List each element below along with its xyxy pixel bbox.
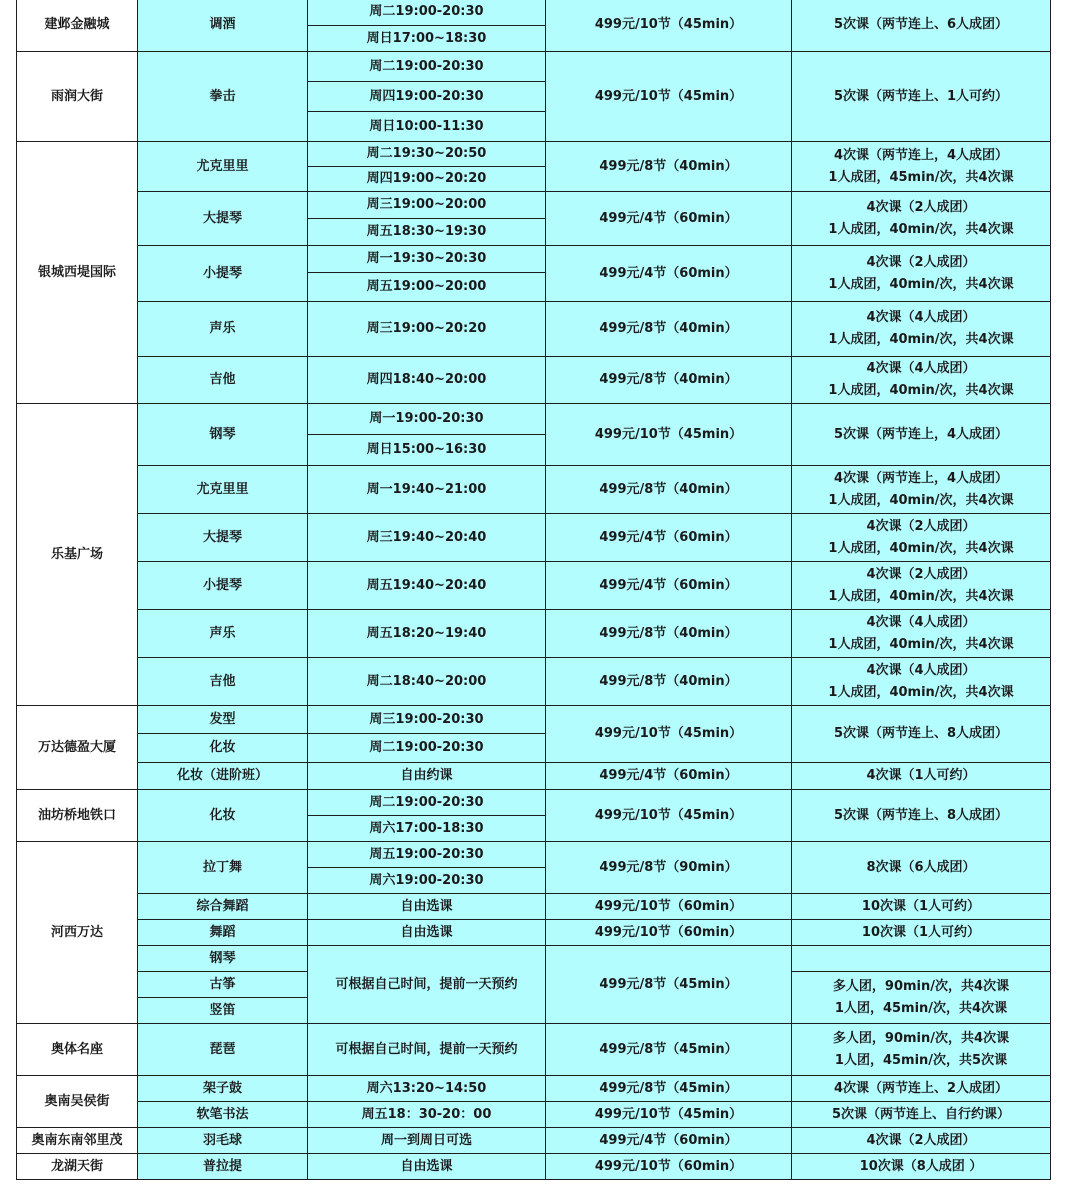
course-cell: 大提琴 xyxy=(138,192,308,246)
price-cell: 499元/8节（90min） xyxy=(546,842,792,894)
course-cell: 声乐 xyxy=(138,610,308,658)
time-cell: 可根据自己时间，提前一天预约 xyxy=(308,946,546,1024)
note-cell: 4次课（1人可约） xyxy=(792,763,1051,790)
time-cell: 周一19:30~20:30 xyxy=(308,246,546,273)
note-cell: 5次课（两节连上、8人成团） xyxy=(792,706,1051,763)
note-cell: 4次课（2人成团） 1人成团，40min/次，共4次课 xyxy=(792,246,1051,302)
note-cell: 5次课（两节连上，4人成团） xyxy=(792,404,1051,466)
course-schedule-table xyxy=(16,0,1051,1180)
note-cell: 4次课（2人成团） 1人成团，40min/次，共4次课 xyxy=(792,192,1051,246)
price-cell: 499元/8节（40min） xyxy=(546,142,792,192)
note-cell: 5次课（两节连上、6人成团） xyxy=(792,0,1051,52)
time-cell: 自由约课 xyxy=(308,763,546,790)
table-row xyxy=(17,562,1051,610)
price-cell: 499元/10节（45min） xyxy=(546,52,792,142)
location-cell: 乐基广场 xyxy=(17,404,138,706)
course-cell: 普拉提 xyxy=(138,1154,308,1180)
time-cell: 周二19:00-20:30 xyxy=(308,734,546,763)
time-cell: 自由选课 xyxy=(308,1154,546,1180)
location-cell: 建邺金融城 xyxy=(17,0,138,52)
price-cell: 499元/10节（45min） xyxy=(546,706,792,763)
note-cell: 4次课（2人成团） 1人成团，40min/次，共4次课 xyxy=(792,562,1051,610)
note-cell-empty xyxy=(792,946,1051,972)
time-cell: 周四18:40~20:00 xyxy=(308,357,546,404)
table-row xyxy=(17,790,1051,816)
price-cell: 499元/10节（45min） xyxy=(546,0,792,52)
note-cell: 10次课（8人成团 ） xyxy=(792,1154,1051,1180)
location-cell: 龙湖天街 xyxy=(17,1154,138,1180)
price-cell: 499元/10节（60min） xyxy=(546,894,792,920)
course-cell: 尤克里里 xyxy=(138,142,308,192)
price-cell: 499元/10节（45min） xyxy=(546,790,792,842)
note-cell: 4次课（2人成团） 1人成团，40min/次，共4次课 xyxy=(792,514,1051,562)
location-cell: 奥南吴侯街 xyxy=(17,1076,138,1128)
price-cell: 499元/10节（60min） xyxy=(546,920,792,946)
time-cell: 周五19:00~20:00 xyxy=(308,273,546,302)
price-cell: 499元/10节（45min） xyxy=(546,404,792,466)
note-cell: 4次课（4人成团） 1人成团，40min/次，共4次课 xyxy=(792,658,1051,706)
table-row xyxy=(17,763,1051,790)
price-cell: 499元/8节（40min） xyxy=(546,658,792,706)
time-cell: 周五18:20~19:40 xyxy=(308,610,546,658)
time-cell: 周四19:00~20:20 xyxy=(308,167,546,192)
course-cell: 调酒 xyxy=(138,0,308,52)
time-cell: 周五19:40~20:40 xyxy=(308,562,546,610)
table-row xyxy=(17,706,1051,734)
table-row xyxy=(17,514,1051,562)
course-cell: 小提琴 xyxy=(138,562,308,610)
note-cell: 10次课（1人可约） xyxy=(792,920,1051,946)
table-row xyxy=(17,1024,1051,1076)
time-cell: 周日17:00~18:30 xyxy=(308,26,546,52)
table-row xyxy=(17,52,1051,82)
table-row xyxy=(17,1102,1051,1128)
time-cell: 周一19:00-20:30 xyxy=(308,404,546,435)
price-cell: 499元/4节（60min） xyxy=(546,192,792,246)
course-cell: 钢琴 xyxy=(138,404,308,466)
time-cell: 自由选课 xyxy=(308,894,546,920)
course-cell: 吉他 xyxy=(138,658,308,706)
table-row xyxy=(17,946,1051,972)
time-cell: 周五18：30-20：00 xyxy=(308,1102,546,1128)
note-cell: 4次课（两节连上，4人成团） 1人成团，45min/次，共4次课 xyxy=(792,142,1051,192)
table-row xyxy=(17,357,1051,404)
price-cell: 499元/8节（40min） xyxy=(546,466,792,514)
course-cell: 古筝 xyxy=(138,972,308,998)
time-cell: 可根据自己时间，提前一天预约 xyxy=(308,1024,546,1076)
course-cell: 竖笛 xyxy=(138,998,308,1024)
location-cell: 银城西堤国际 xyxy=(17,142,138,404)
course-cell: 拉丁舞 xyxy=(138,842,308,894)
price-cell: 499元/4节（60min） xyxy=(546,514,792,562)
note-cell: 5次课（两节连上、自行约课） xyxy=(792,1102,1051,1128)
note-cell: 4次课（两节连上、2人成团） xyxy=(792,1076,1051,1102)
time-cell: 周二19:30~20:50 xyxy=(308,142,546,167)
table-row xyxy=(17,246,1051,273)
note-cell: 4次课（4人成团） 1人成团，40min/次，共4次课 xyxy=(792,610,1051,658)
course-cell: 综合舞蹈 xyxy=(138,894,308,920)
table-row xyxy=(17,466,1051,514)
price-cell: 499元/8节（40min） xyxy=(546,302,792,357)
note-cell: 8次课（6人成团） xyxy=(792,842,1051,894)
location-cell: 万达德盈大厦 xyxy=(17,706,138,790)
course-cell: 架子鼓 xyxy=(138,1076,308,1102)
location-cell: 奥南东南邻里茂 xyxy=(17,1128,138,1154)
note-cell: 4次课（4人成团） 1人成团，40min/次，共4次课 xyxy=(792,357,1051,404)
course-cell: 吉他 xyxy=(138,357,308,404)
price-cell: 499元/8节（40min） xyxy=(546,357,792,404)
course-cell: 化妆 xyxy=(138,734,308,763)
note-cell: 4次课（4人成团） 1人成团，40min/次，共4次课 xyxy=(792,302,1051,357)
course-cell: 声乐 xyxy=(138,302,308,357)
time-cell: 周六19:00-20:30 xyxy=(308,868,546,894)
table-row xyxy=(17,610,1051,658)
time-cell: 周三19:40~20:40 xyxy=(308,514,546,562)
table-row xyxy=(17,192,1051,219)
course-cell: 软笔书法 xyxy=(138,1102,308,1128)
time-cell: 周二18:40~20:00 xyxy=(308,658,546,706)
time-cell: 周四19:00-20:30 xyxy=(308,82,546,112)
location-cell: 奥体名座 xyxy=(17,1024,138,1076)
course-cell: 羽毛球 xyxy=(138,1128,308,1154)
price-cell: 499元/8节（45min） xyxy=(546,1076,792,1102)
time-cell: 周六13:20~14:50 xyxy=(308,1076,546,1102)
location-cell: 雨润大街 xyxy=(17,52,138,142)
course-cell: 化妆 xyxy=(138,790,308,842)
time-cell: 周一19:40~21:00 xyxy=(308,466,546,514)
course-cell: 大提琴 xyxy=(138,514,308,562)
price-cell: 499元/4节（60min） xyxy=(546,246,792,302)
table-row xyxy=(17,142,1051,167)
time-cell: 周二19:00-20:30 xyxy=(308,0,546,26)
time-cell: 周二19:00-20:30 xyxy=(308,790,546,816)
table-row xyxy=(17,842,1051,868)
table-row xyxy=(17,1128,1051,1154)
time-cell: 周五18:30~19:30 xyxy=(308,219,546,246)
location-cell: 河西万达 xyxy=(17,842,138,1024)
time-cell: 周三19:00~20:20 xyxy=(308,302,546,357)
price-cell: 499元/10节（60min） xyxy=(546,1154,792,1180)
price-cell: 499元/8节（45min） xyxy=(546,1024,792,1076)
time-cell: 周日10:00-11:30 xyxy=(308,112,546,142)
price-cell: 499元/8节（45min） xyxy=(546,946,792,1024)
price-cell: 499元/4节（60min） xyxy=(546,562,792,610)
price-cell: 499元/4节（60min） xyxy=(546,1128,792,1154)
course-cell: 舞蹈 xyxy=(138,920,308,946)
time-cell: 自由选课 xyxy=(308,920,546,946)
course-cell: 化妆（进阶班） xyxy=(138,763,308,790)
table-row xyxy=(17,894,1051,920)
note-cell: 5次课（两节连上、1人可约） xyxy=(792,52,1051,142)
table-row xyxy=(17,920,1051,946)
time-cell: 周五19:00-20:30 xyxy=(308,842,546,868)
table-row xyxy=(17,302,1051,357)
course-cell: 拳击 xyxy=(138,52,308,142)
course-cell: 琵琶 xyxy=(138,1024,308,1076)
course-cell: 发型 xyxy=(138,706,308,734)
table-row xyxy=(17,1154,1051,1180)
course-cell: 钢琴 xyxy=(138,946,308,972)
time-cell: 周三19:00-20:30 xyxy=(308,706,546,734)
note-cell: 10次课（1人可约） xyxy=(792,894,1051,920)
note-cell: 多人团，90min/次，共4次课 1人团，45min/次，共4次课 xyxy=(792,972,1051,1024)
time-cell: 周二19:00-20:30 xyxy=(308,52,546,82)
time-cell: 周三19:00~20:00 xyxy=(308,192,546,219)
course-cell: 尤克里里 xyxy=(138,466,308,514)
table-row xyxy=(17,1076,1051,1102)
table-row xyxy=(17,658,1051,706)
location-cell: 油坊桥地铁口 xyxy=(17,790,138,842)
note-cell: 5次课（两节连上、8人成团） xyxy=(792,790,1051,842)
note-cell: 4次课（2人成团） xyxy=(792,1128,1051,1154)
price-cell: 499元/8节（40min） xyxy=(546,610,792,658)
price-cell: 499元/10节（45min） xyxy=(546,1102,792,1128)
table-row xyxy=(17,0,1051,26)
price-cell: 499元/4节（60min） xyxy=(546,763,792,790)
note-cell: 多人团，90min/次，共4次课 1人团，45min/次，共5次课 xyxy=(792,1024,1051,1076)
time-cell: 周一到周日可选 xyxy=(308,1128,546,1154)
time-cell: 周日15:00~16:30 xyxy=(308,435,546,466)
course-cell: 小提琴 xyxy=(138,246,308,302)
note-cell: 4次课（两节连上，4人成团） 1人成团，40min/次，共4次课 xyxy=(792,466,1051,514)
table-row xyxy=(17,404,1051,435)
time-cell: 周六17:00-18:30 xyxy=(308,816,546,842)
